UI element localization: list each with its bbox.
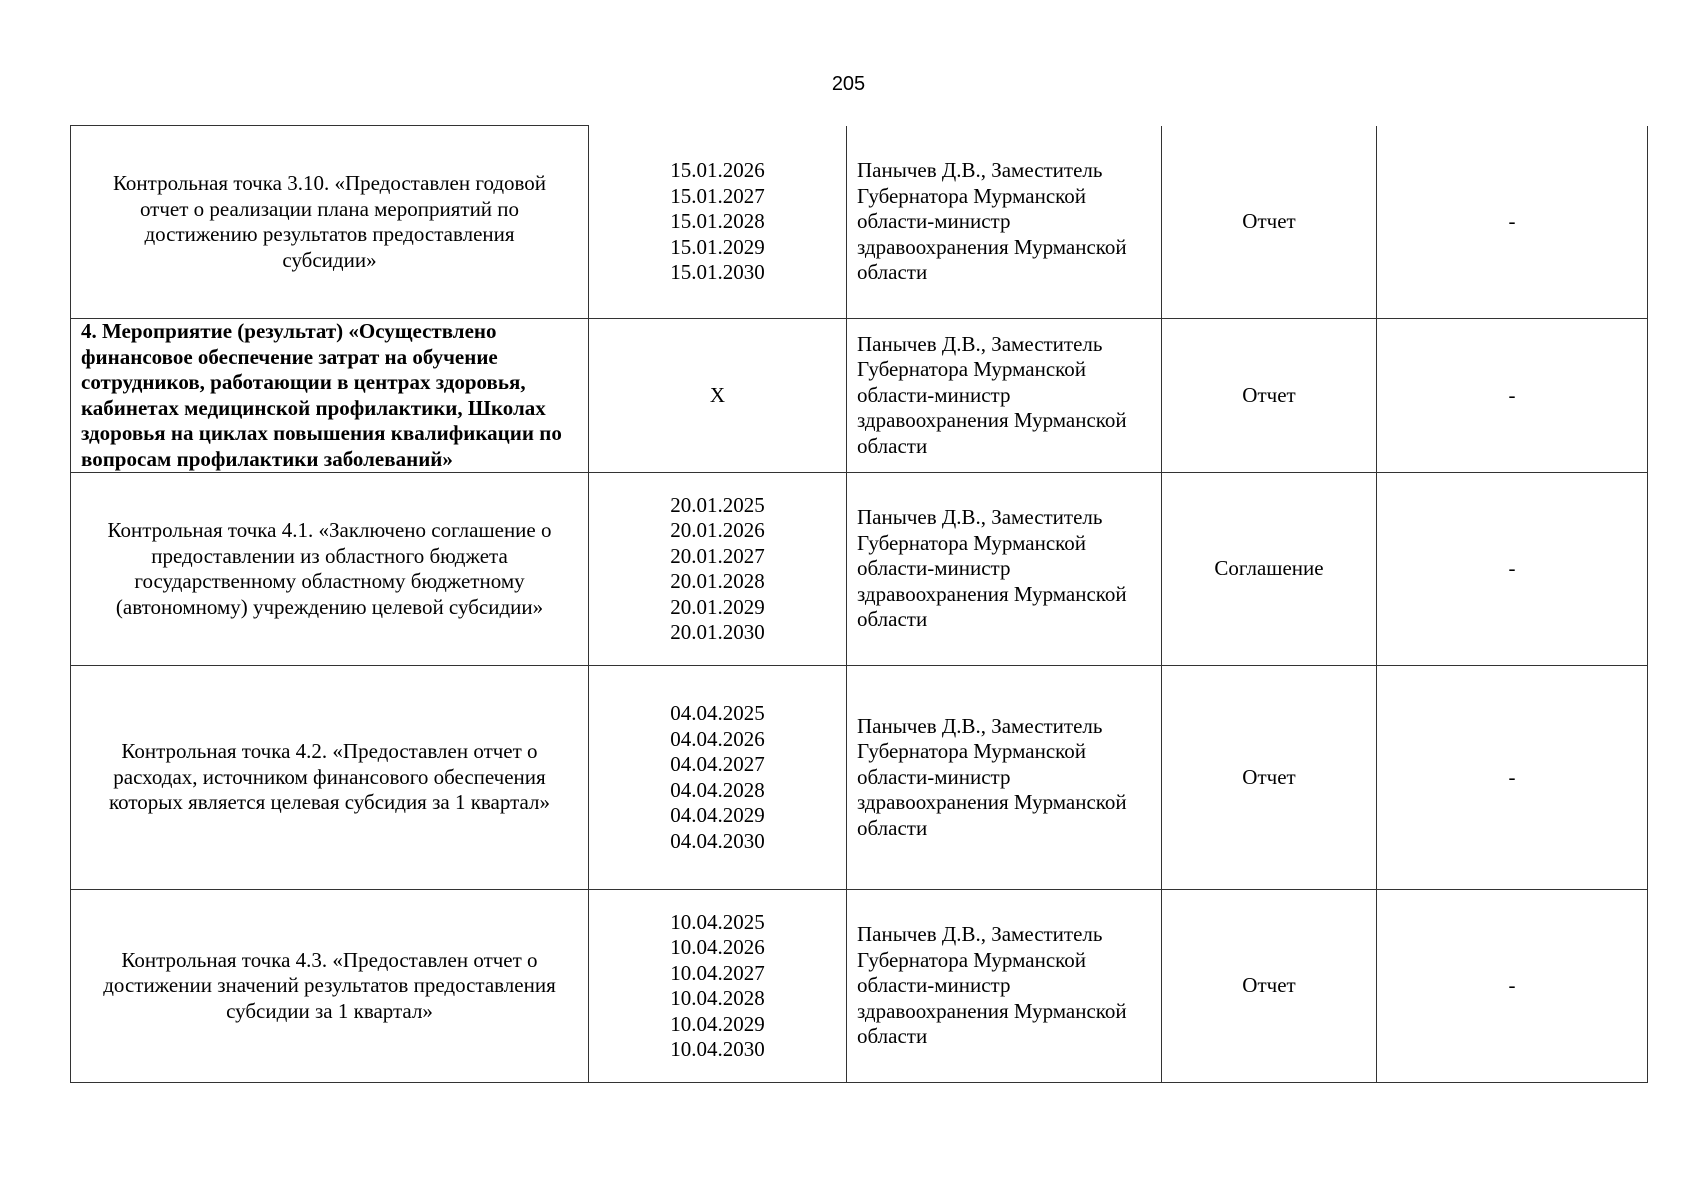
date-value: 20.01.2025 — [670, 492, 765, 517]
note-cell: - — [1377, 890, 1648, 1083]
responsible-line: здравоохранения Мурманской — [857, 408, 1127, 433]
responsible-list — [857, 505, 1151, 633]
date-value: 04.04.2027 — [670, 752, 765, 776]
responsible-list — [857, 332, 1151, 460]
dates-list — [599, 383, 836, 409]
date-value: 04.04.2028 — [670, 777, 765, 802]
date-value: 04.04.2029 — [670, 803, 765, 827]
responsible-line: области-министр — [857, 209, 1011, 233]
control-point-name-cell: Контрольная точка 3.10. «Предоставлен годовой отчет о реализации плана мероприятий по достижению результатов предоставления субсидии» — [71, 126, 589, 319]
control-points-table — [70, 125, 1648, 1083]
page-number: 205 — [831, 73, 866, 95]
dates-cell — [589, 666, 847, 890]
responsible-line: Губернатора Мурманской — [857, 739, 1087, 764]
dates-list — [599, 701, 836, 854]
date-value: 04.04.2025 — [670, 701, 765, 725]
document-type-cell: Отчет — [1162, 319, 1377, 473]
date-value: 15.01.2026 — [670, 158, 765, 182]
note-cell: - — [1377, 666, 1648, 890]
responsible-line: Панычев Д.В., Заместитель — [857, 331, 1103, 356]
responsible-line: области — [857, 260, 928, 284]
responsible-line: Панычев Д.В., Заместитель — [857, 505, 1103, 530]
table-row — [71, 890, 1648, 1083]
responsible-cell — [847, 473, 1162, 666]
responsible-cell — [847, 890, 1162, 1083]
responsible-line: области — [857, 1024, 928, 1049]
responsible-line: Губернатора Мурманской — [857, 530, 1087, 555]
event-title-cell: 4. Мероприятие (результат) «Осуществлено финансовое обеспечение затрат на обучение сотрудников, работающии в центрах здоровья, кабинетах медицинской профилактики, Школах здоровья на циклах повышения квалификации по вопросам профилактики заболеваний» — [71, 319, 589, 473]
responsible-line: Губернатора Мурманской — [857, 183, 1087, 208]
date-value: Х — [709, 382, 726, 407]
date-value: 20.01.2030 — [670, 620, 765, 644]
table-row — [71, 126, 1648, 319]
responsible-line: Губернатора Мурманской — [857, 357, 1087, 382]
responsible-line: здравоохранения Мурманской — [857, 234, 1127, 259]
note-cell: - — [1377, 319, 1648, 473]
date-value: 15.01.2028 — [670, 209, 765, 233]
responsible-cell — [847, 319, 1162, 473]
dates-list — [599, 493, 836, 646]
dates-cell — [589, 890, 847, 1083]
control-point-name-cell: Контрольная точка 4.2. «Предоставлен отчет о расходах, источником финансового обеспечения которых является целевая субсидия за 1 квартал» — [71, 666, 589, 890]
responsible-cell — [847, 666, 1162, 890]
dates-cell — [589, 126, 847, 319]
responsible-line: Панычев Д.В., Заместитель — [857, 713, 1103, 738]
table-row — [71, 319, 1648, 473]
responsible-line: здравоохранения Мурманской — [857, 998, 1127, 1023]
date-value: 20.01.2029 — [670, 594, 765, 619]
note-cell: - — [1377, 126, 1648, 319]
responsible-line: Губернатора Мурманской — [857, 947, 1087, 972]
date-value: 10.04.2027 — [670, 960, 765, 985]
date-value: 10.04.2025 — [670, 909, 765, 934]
control-point-name-cell: Контрольная точка 4.1. «Заключено соглашение о предоставлении из областного бюджета государственному областному бюджетному (автономному) учреждению целевой субсидии» — [71, 473, 589, 666]
date-value: 10.04.2030 — [670, 1037, 765, 1061]
date-value: 10.04.2029 — [670, 1011, 765, 1036]
document-type-cell: Соглашение — [1162, 473, 1377, 666]
date-value: 20.01.2026 — [670, 518, 765, 542]
responsible-line: области — [857, 607, 928, 632]
date-value: 20.01.2028 — [670, 569, 765, 593]
responsible-line: области-министр — [857, 382, 1011, 407]
document-type-cell: Отчет — [1162, 890, 1377, 1083]
date-value: 04.04.2026 — [670, 726, 765, 751]
table-row — [71, 666, 1648, 890]
responsible-list — [857, 158, 1151, 286]
responsible-line: Панычев Д.В., Заместитель — [857, 922, 1103, 947]
responsible-line: области-министр — [857, 556, 1011, 581]
date-value: 20.01.2027 — [670, 543, 765, 568]
table-body — [71, 126, 1648, 1083]
responsible-list — [857, 714, 1151, 842]
date-value: 04.04.2030 — [670, 828, 765, 853]
date-value: 10.04.2028 — [670, 986, 765, 1010]
date-value: 10.04.2026 — [670, 935, 765, 959]
table-row — [71, 473, 1648, 666]
responsible-line: Панычев Д.В., Заместитель — [857, 158, 1103, 182]
date-value: 15.01.2030 — [670, 260, 765, 284]
responsible-list — [857, 922, 1151, 1050]
dates-list — [599, 158, 836, 286]
note-cell: - — [1377, 473, 1648, 666]
responsible-line: области-министр — [857, 764, 1011, 789]
responsible-line: области-министр — [857, 973, 1011, 998]
responsible-line: здравоохранения Мурманской — [857, 790, 1127, 815]
date-value: 15.01.2027 — [670, 183, 765, 208]
dates-cell — [589, 473, 847, 666]
control-point-name-cell: Контрольная точка 4.3. «Предоставлен отчет о достижении значений результатов предоставления субсидии за 1 квартал» — [71, 890, 589, 1083]
dates-list — [599, 910, 836, 1063]
responsible-line: здравоохранения Мурманской — [857, 581, 1127, 606]
document-type-cell: Отчет — [1162, 666, 1377, 890]
responsible-cell — [847, 126, 1162, 319]
document-type-cell: Отчет — [1162, 126, 1377, 319]
dates-cell — [589, 319, 847, 473]
responsible-line: области — [857, 433, 928, 458]
date-value: 15.01.2029 — [670, 234, 765, 259]
responsible-line: области — [857, 815, 928, 840]
